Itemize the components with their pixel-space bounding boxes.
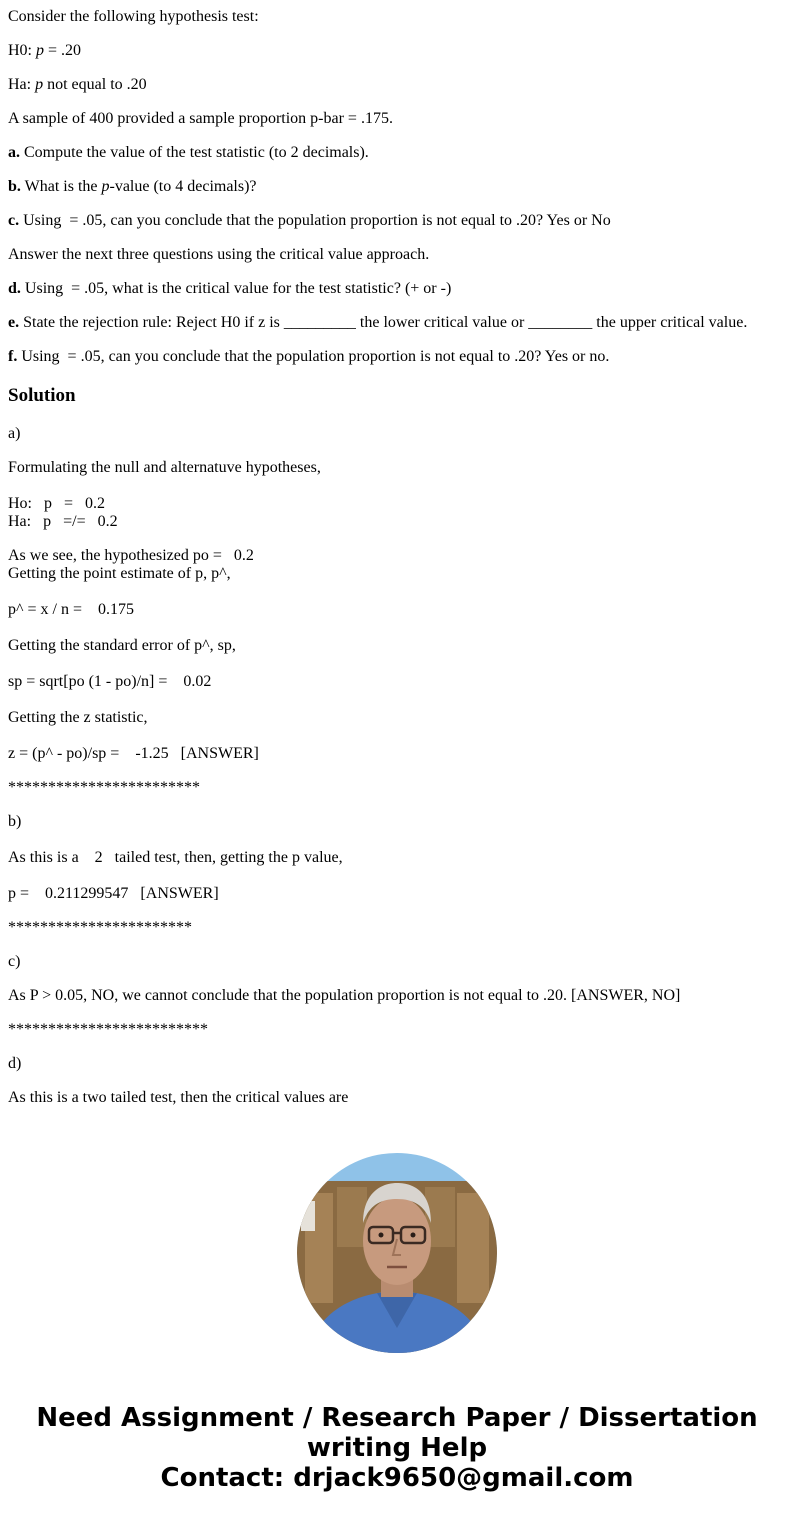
question-b-text-1: What is the xyxy=(20,178,102,195)
solution-line: As P > 0.05, NO, we cannot conclude that the population proportion is not equal to .20. [ANSWER, NO] xyxy=(8,987,681,1004)
question-b xyxy=(8,178,257,196)
question-a-text: Compute the value of the test statistic (to 2 decimals). xyxy=(20,144,369,161)
question-e-text: State the rejection rule: Reject H0 if z is _________ the lower critical value or ________ the upper critical value. xyxy=(19,314,748,331)
author-avatar xyxy=(297,1153,497,1353)
question-f-label: f. xyxy=(8,348,18,365)
h0-variable: p xyxy=(36,42,44,59)
ha-rest: not equal to .20 xyxy=(43,76,147,93)
separator-stars: ************************* xyxy=(8,1021,208,1038)
question-d-label: d. xyxy=(8,280,21,297)
solution-heading: Solution xyxy=(8,385,76,406)
promo-line-1: Need Assignment / Research Paper / Dissertation xyxy=(36,1403,758,1433)
solution-line: c) xyxy=(8,953,21,970)
null-hypothesis xyxy=(8,42,81,60)
critical-value-intro: Answer the next three questions using the critical value approach. xyxy=(8,246,430,263)
solution-line: b) xyxy=(8,813,22,830)
sample-statement: A sample of 400 provided a sample proportion p-bar = .175. xyxy=(8,110,393,127)
solution-line: As this is a two tailed test, then the critical values are xyxy=(8,1089,349,1106)
solution-line: a) xyxy=(8,425,21,442)
question-a xyxy=(8,144,369,162)
solution-line: p^ = x / n = 0.175 xyxy=(8,601,134,618)
question-b-text-2: -value (to 4 decimals)? xyxy=(109,178,257,195)
question-b-variable: p xyxy=(101,178,110,195)
question-d xyxy=(8,280,451,298)
solution-line: z = (p^ - po)/sp = -1.25 [ANSWER] xyxy=(8,745,259,762)
solution-line: Ha: p =/= 0.2 xyxy=(8,513,118,530)
promo-line-2: writing Help xyxy=(306,1433,488,1463)
question-b-label: b. xyxy=(8,178,21,195)
question-d-text: Using = .05, what is the critical value for the test statistic? (+ or -) xyxy=(20,280,452,297)
solution-line: sp = sqrt[po (1 - po)/n] = 0.02 xyxy=(8,673,212,690)
separator-stars: ************************ xyxy=(8,779,200,796)
solution-line: Getting the z statistic, xyxy=(8,709,148,726)
solution-line: Ho: p = 0.2 xyxy=(8,495,106,512)
promo-banner xyxy=(0,1403,794,1493)
solution-line: As we see, the hypothesized po = 0.2 xyxy=(8,547,254,564)
question-a-label: a. xyxy=(8,144,20,161)
solution-line: Getting the standard error of p^, sp, xyxy=(8,637,236,654)
question-f xyxy=(8,348,609,366)
solution-line: As this is a 2 tailed test, then, getting the p value, xyxy=(8,849,343,866)
person-photo-icon xyxy=(297,1153,497,1353)
question-c-text: Using = .05, can you conclude that the population proportion is not equal to .20? Yes or No xyxy=(19,212,611,229)
question-e xyxy=(8,314,747,332)
solution-line: Formulating the null and alternatuve hypotheses, xyxy=(8,459,321,476)
solution-line: Getting the point estimate of p, p^, xyxy=(8,565,231,582)
question-intro: Consider the following hypothesis test: xyxy=(8,8,259,25)
question-c-label: c. xyxy=(8,212,20,229)
question-c xyxy=(8,212,611,230)
ha-variable: p xyxy=(35,76,44,93)
separator-stars: *********************** xyxy=(8,919,192,936)
solution-line: p = 0.211299547 [ANSWER] xyxy=(8,885,219,902)
promo-contact: Contact: drjack9650@gmail.com xyxy=(160,1463,634,1493)
solution-line: d) xyxy=(8,1055,22,1072)
h0-rest: = .20 xyxy=(44,42,82,59)
h0-prefix: H0: xyxy=(8,42,36,59)
alternative-hypothesis xyxy=(8,76,147,94)
question-e-label: e. xyxy=(8,314,20,331)
question-f-text: Using = .05, can you conclude that the population proportion is not equal to .20? Yes or no. xyxy=(17,348,610,365)
ha-prefix: Ha: xyxy=(8,76,36,93)
